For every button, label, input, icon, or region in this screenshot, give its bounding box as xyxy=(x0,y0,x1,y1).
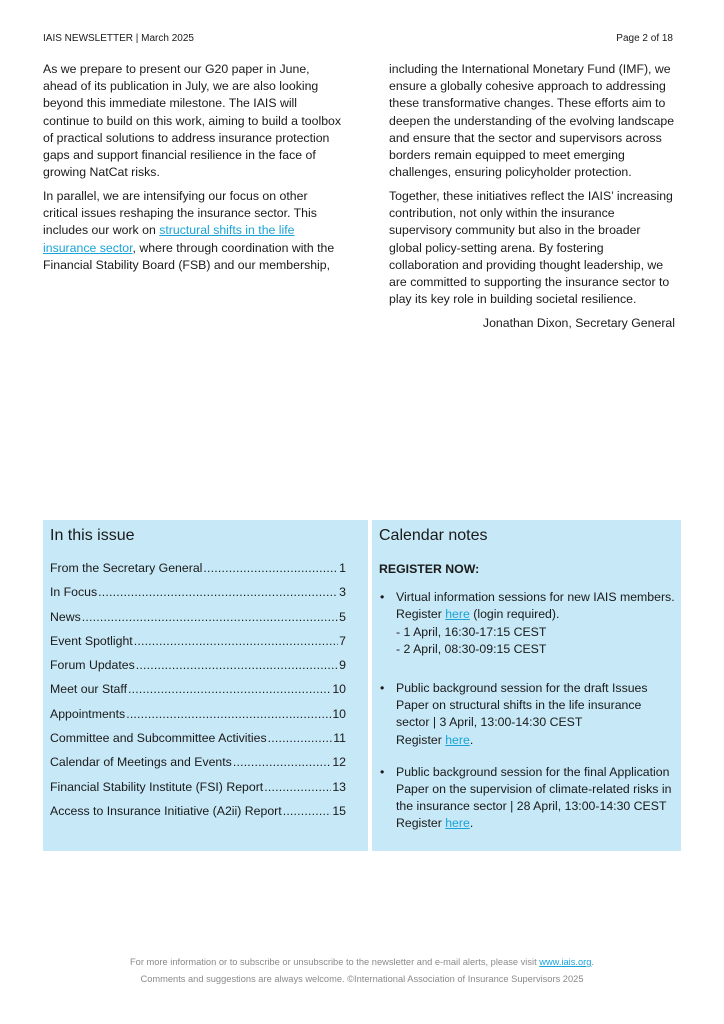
toc-item-label: Committee and Subcommittee Activities xyxy=(50,731,267,746)
toc-leader-dots xyxy=(264,780,331,794)
toc-leader-dots xyxy=(233,755,331,769)
toc-item-label: Meet our Staff xyxy=(50,682,128,697)
bullet-icon: • xyxy=(380,590,385,605)
toc-item-label: Appointments xyxy=(50,706,126,721)
toc-item[interactable] xyxy=(50,585,346,609)
calendar-item: • Virtual information sessions for new IAIS members. Register here (login required). - 1 April, 16:30-17:15 CEST - 2 April, 08:30-09:15 CEST xyxy=(380,590,675,656)
calendar-list xyxy=(379,589,677,832)
footer-subscribe-line: For more information or to subscribe or unsubscribe to the newsletter and e-mail alerts, please visit www.iais.org. xyxy=(129,957,595,967)
toc-item[interactable] xyxy=(50,804,346,828)
toc-leader-dots xyxy=(203,561,338,575)
toc-item-page: 5 xyxy=(339,609,346,624)
article-column-left xyxy=(43,61,343,280)
calendar-item: • Public background session for the draft Issues Paper on structural shifts in the life insurance sector | 3 April, 13:00-14:30 CEST Register here. xyxy=(380,681,648,747)
signature: Jonathan Dixon, Secretary General xyxy=(482,315,675,330)
iais-website-link[interactable]: www.iais.org xyxy=(539,957,592,967)
page-header xyxy=(43,33,673,47)
register-link[interactable]: here xyxy=(445,816,470,831)
toc-item-page: 13 xyxy=(332,779,346,794)
toc-item[interactable] xyxy=(50,682,346,706)
toc-item[interactable] xyxy=(50,561,346,585)
bullet-icon: • xyxy=(380,681,385,696)
toc-leader-dots xyxy=(136,658,338,672)
toc-item[interactable] xyxy=(50,610,346,634)
page-number: Page 2 of 18 xyxy=(616,33,673,44)
toc-item-page: 10 xyxy=(332,706,346,721)
toc-item[interactable] xyxy=(50,780,346,804)
toc-item[interactable] xyxy=(50,658,346,682)
calendar-item: • Public background session for the final Application Paper on the supervision of climate-related risks in the insurance sector | 28 April, 13:00-14:30 CEST Register here. xyxy=(380,764,672,831)
toc-item-label: Financial Stability Institute (FSI) Report xyxy=(50,779,264,794)
toc-item-label: Calendar of Meetings and Events xyxy=(50,755,232,770)
article-paragraph-3: Together, these initiatives reflect the IAIS’ increasing contribution, not only within the insurance supervisory community but also in the broader global policy-setting arena. By fostering collaboration and providing thought leadership, we are committed to supporting the insurance sector to play its key role in building societal resilience. xyxy=(389,188,673,307)
toc-leader-dots xyxy=(98,585,338,599)
toc-item-page: 7 xyxy=(339,633,346,648)
bullet-icon: • xyxy=(380,764,385,779)
in-this-issue-box xyxy=(43,520,368,851)
toc-item-page: 9 xyxy=(339,658,346,673)
toc-leader-dots xyxy=(268,731,333,745)
toc-item-page: 10 xyxy=(332,682,346,697)
structural-shifts-link[interactable]: structural shifts in the life insurance sector xyxy=(43,223,295,255)
toc-item[interactable] xyxy=(50,634,346,658)
toc-leader-dots xyxy=(82,610,338,624)
footer-copyright-line: Comments and suggestions are always welcome. ©International Association of Insurance Supervisors 2025 xyxy=(140,974,584,984)
toc-item[interactable] xyxy=(50,707,346,731)
toc-item-label: In Focus xyxy=(50,585,98,600)
toc-item-label: From the Secretary General xyxy=(50,561,203,575)
toc-item[interactable] xyxy=(50,731,346,755)
register-link[interactable]: here xyxy=(445,732,470,747)
toc-leader-dots xyxy=(128,682,331,696)
toc-item[interactable] xyxy=(50,755,346,779)
toc-item-page: 12 xyxy=(332,755,346,770)
register-now-heading: REGISTER NOW: xyxy=(379,562,480,576)
toc-item-label: Event Spotlight xyxy=(50,633,133,648)
toc-item-page: 1 xyxy=(339,561,346,575)
article-column-right xyxy=(389,61,675,339)
calendar-notes-title: Calendar notes xyxy=(379,527,488,544)
toc-item-page: 3 xyxy=(339,585,346,600)
calendar-content xyxy=(379,561,677,848)
toc-item-page: 11 xyxy=(333,731,346,746)
calendar-notes-box xyxy=(372,520,681,851)
toc-item-label: Access to Insurance Initiative (A2ii) Report xyxy=(50,803,282,818)
toc-leader-dots xyxy=(283,804,332,818)
toc-item-label: Forum Updates xyxy=(50,658,135,673)
in-this-issue-title: In this issue xyxy=(50,527,135,544)
register-link[interactable]: here xyxy=(445,607,470,622)
toc-leader-dots xyxy=(134,634,338,648)
toc-item-page: 15 xyxy=(332,803,346,818)
toc-leader-dots xyxy=(126,707,331,721)
article-paragraph-2: In parallel, we are intensifying our focus on other critical issues reshaping the insurance sector. This includes our work on structural shifts in the life insurance sector, where through coordination with the Financial Stability Board (FSB) and our membership, xyxy=(43,188,335,272)
article-paragraph-1: As we prepare to present our G20 paper in June, ahead of its publication in July, we are also looking beyond this immediate milestone. The IAIS will continue to build on this work, aiming to build a toolbox of practical solutions to address insurance protection gaps and support financial resilience in the face of growing NatCat risks. xyxy=(43,62,342,180)
toc-item-label: News xyxy=(50,609,81,624)
article-paragraph-2-continued: including the International Monetary Fund (IMF), we ensure a globally cohesive approach to addressing these transformative changes. These efforts aim to deepen the understanding of the evolving landscape and ensure that the sector and supervisors across borders remain equipped to meet emerging challenges, ensuring policyholder protection. xyxy=(389,62,675,180)
table-of-contents xyxy=(50,561,346,828)
newsletter-title: IAIS NEWSLETTER | March 2025 xyxy=(43,33,194,44)
